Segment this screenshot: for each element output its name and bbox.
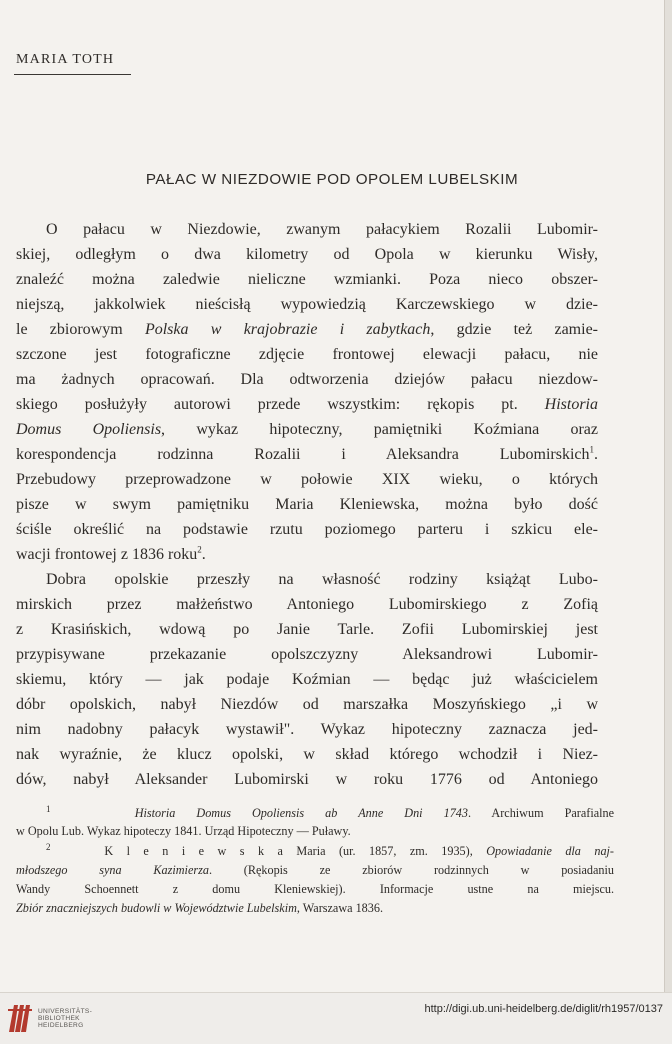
footnote-1: $^1$ Historia Domus Opoliensis ab Anne Dni 1743. Archiwum Parafialne (46, 803, 615, 820)
body-line: dóbr opolskich, nabył Niezdów od marszałka Moszyńskiego „i w (16, 696, 598, 713)
body-line: Domus Opoliensis, wykaz hipoteczny, pamiętniki Koźmiana oraz (16, 421, 598, 438)
footnote-ref: 2 (197, 544, 202, 555)
digitization-footer (0, 992, 672, 1044)
body-line: le zbiorowym Polska w krajobrazie i zabytkach, gdzie też zamie- (16, 321, 599, 338)
body-line: ściśle określić na podstawie rzutu poziomego parteru i szkicu ele- (16, 521, 598, 538)
body-line: niejszą, jakkolwiek nieścisłą wypowiedzią Karczewskiego w dzie- (16, 296, 598, 313)
manuscript-title: Domus Opoliensis (16, 421, 162, 438)
body-line: mirskich przez małżeństwo Antoniego Lubomirskiego z Zofią (16, 596, 598, 613)
library-name: UNIVERSITÄTS- BIBLIOTHEK HEIDELBERG (38, 1008, 93, 1029)
page-edge (664, 0, 672, 992)
body-line: wacji frontowej z 1836 roku$^2$. (16, 544, 206, 563)
body-line: szczone jest fotograficzne zdjęcie frontowej elewacji pałacu, nie (16, 346, 598, 363)
body-line: nak wyraźnie, że klucz opolski, w skład którego wchodził i Niez- (16, 746, 598, 763)
footnote-ref: 1 (589, 444, 594, 455)
body-line: Przebudowy przeprowadzone w połowie XIX wieku, o których (16, 471, 598, 488)
heidelberg-library-logo-icon (6, 1001, 34, 1035)
body-line: skiej, odległym o dwa kilometry od Opola w kierunku Wisły, (16, 246, 598, 263)
body-line: przypisywane przekazanie opolszczyzny Aleksandrowi Lubomir- (16, 646, 598, 663)
body-line: O pałacu w Niezdowie, zwanym pałacykiem Rozalii Lubomir- (46, 221, 598, 238)
manuscript-title: Historia (544, 396, 598, 413)
running-header-author: MARIA TOTH (16, 52, 115, 67)
source-url-link[interactable]: http://digi.ub.uni-heidelberg.de/diglit/rh1957/0137 (424, 1003, 663, 1015)
body-line: korespondencja rodzinna Rozalii i Aleksandra Lubomirskich$^1$. (16, 444, 598, 463)
body-line: pisze w swym pamiętniku Maria Kleniewska, można było dość (16, 496, 598, 513)
footnote-line: w Opolu Lub. Wykaz hipoteczy 1841. Urząd Hipoteczny — Puławy. (16, 824, 351, 838)
body-line: Dobra opolskie przeszły na własność rodziny książąt Lubo- (46, 571, 598, 588)
body-line: ma żadnych opracowań. Dla odtworzenia dziejów pałacu niezdow- (16, 371, 598, 388)
body-line: skiego posłużyły autorowi przede wszystkim: rękopis pt. Historia (16, 396, 598, 413)
footnote-number: 2 (46, 841, 51, 852)
body-line: z Krasińskich, wdową po Janie Tarle. Zofii Lubomirskiej jest (16, 621, 598, 638)
book-title: Polska w krajobrazie i zabytkach (144, 321, 431, 338)
footnote-line: Wandy Schoennett z domu Kleniewskiej). Informacje ustne na miejscu. (16, 882, 614, 896)
body-line: skiemu, który — jak podaje Koźmian — będąc już właścicielem (16, 671, 598, 688)
footnote-line: Zbiór znaczniejszych budowli w Województwie Lubelskim, Warszawa 1836. (16, 901, 383, 915)
footnote-2: $^2$ K l e n i e w s k a Maria (ur. 1857, zm. 1935), Opowiadanie dla naj- (46, 841, 614, 858)
header-rule (14, 74, 131, 75)
body-line: znaleźć można zaledwie nieliczne wzmianki. Poza nieco obszer- (16, 271, 598, 288)
footnote-number: 1 (46, 803, 51, 814)
body-line: dów, nabył Aleksander Lubomirski w roku 1776 od Antoniego (16, 771, 598, 788)
body-line: nim nadobny pałacyk wystawił". Wykaz hipoteczny zaznacza jed- (16, 721, 598, 738)
footnote-line: młodszego syna Kazimierza. (Rękopis ze zbiorów rodzinnych w posiadaniu (16, 863, 614, 877)
article-title: PAŁAC W NIEZDOWIE POD OPOLEM LUBELSKIM (145, 171, 519, 188)
